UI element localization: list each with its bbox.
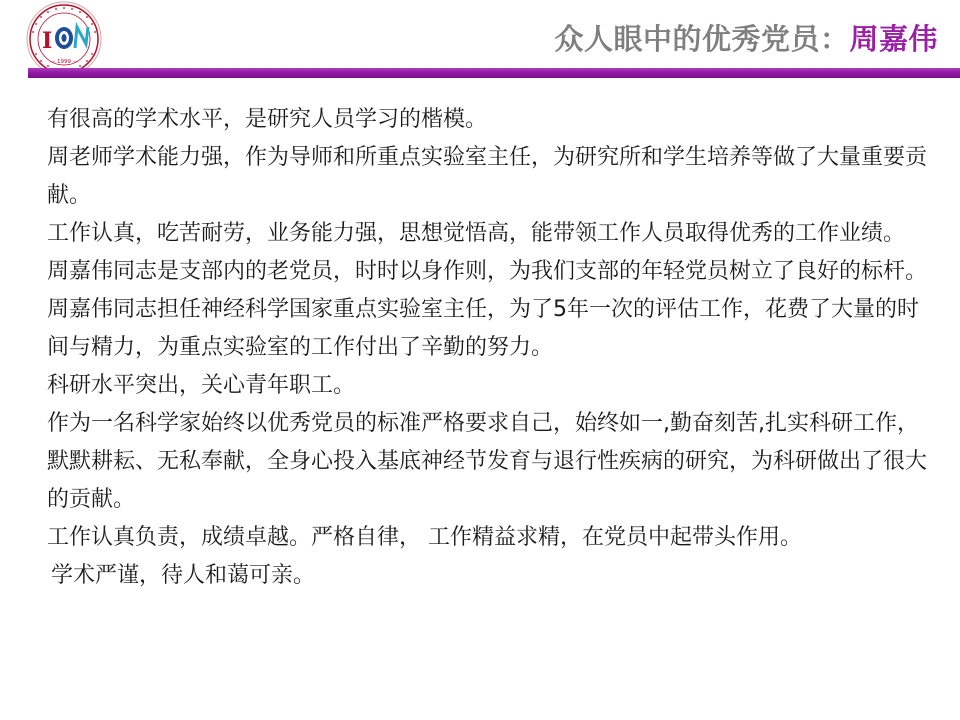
slide-header — [0, 0, 960, 78]
comment-paragraph-8: 学术严谨，待人和蔼可亲。 — [51, 563, 316, 588]
slide-title-name: 周嘉伟 — [849, 22, 938, 56]
institute-logo-icon — [20, 0, 108, 78]
comment-paragraph-6: 作为一名科学家始终以优秀党员的标准严格要求自己，始终如一,勤奋刻苦,扎实科研工作，默默耕耘、无私奉献，全身心投入基底神经节发育与退行性疾病的研究，为科研做出了很大的贡献。 — [47, 411, 928, 512]
comment-paragraph-3: 工作认真，吃苦耐劳，业务能力强，思想觉悟高，能带领工作人员取得优秀的工作业绩。 — [47, 221, 906, 246]
comment-paragraph-2: 周老师学术能力强，作为导师和所重点实验室主任，为研究所和学生培养等做了大量重要贡献。 — [47, 145, 928, 208]
header-divider — [28, 68, 960, 78]
svg-text:— 1999 —: — 1999 — — [49, 59, 79, 65]
comment-paragraph-7: 工作认真负责，成绩卓越。严格自律， 工作精益求精，在党员中起带头作用。 — [47, 525, 802, 550]
slide-body — [47, 101, 937, 595]
comment-paragraph-4: 周嘉伟同志是支部内的老党员，时时以身作则，为我们支部的年轻党员树立了良好的标杆。周嘉伟同志担任神经科学国家重点实验室主任，为了5年一次的评估工作，花费了大量的时间与精力，为重点实验室的工作付出了辛勤的努力。 — [47, 259, 928, 360]
slide-title — [554, 17, 938, 58]
slide-title-prefix: 众人眼中的优秀党员： — [554, 22, 850, 56]
svg-text:I: I — [42, 28, 53, 54]
comment-paragraph-5: 科研水平突出，关心青年职工。 — [47, 373, 356, 398]
comment-paragraph-1: 有很高的学术水平，是研究人员学习的楷模。 — [47, 107, 488, 132]
